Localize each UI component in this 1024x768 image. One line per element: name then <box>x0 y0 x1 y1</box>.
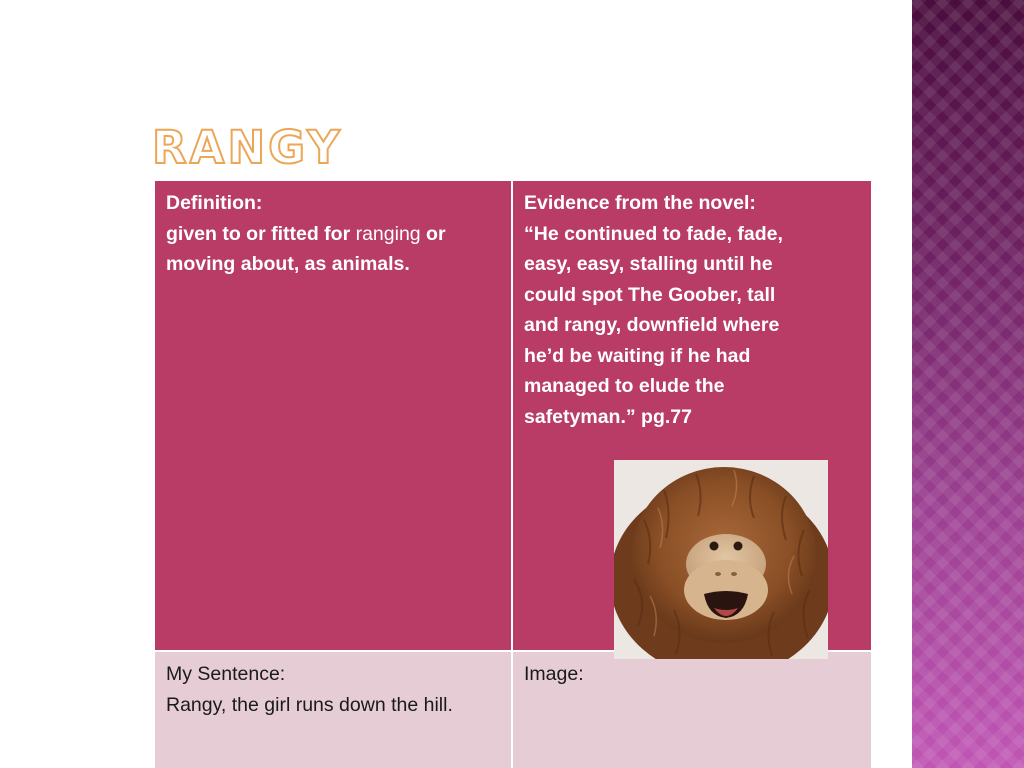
definition-emphasis-word: ranging <box>355 222 421 245</box>
monkey-puppet-photo <box>614 460 828 659</box>
definition-cell <box>154 180 512 651</box>
definition-text-start: given to or fitted for <box>166 222 356 245</box>
evidence-quote-line: safetyman.” pg.77 <box>524 405 692 428</box>
table-row <box>154 651 872 768</box>
decorative-side-band <box>912 0 1024 768</box>
evidence-heading: Evidence from the novel: <box>524 192 756 214</box>
evidence-quote-line: and rangy, downfield where <box>524 314 780 336</box>
definition-heading: Definition: <box>166 192 263 214</box>
evidence-quote-line: “He continued to fade, fade, <box>524 222 783 245</box>
evidence-quote-line: he’d be waiting if he had <box>524 344 751 367</box>
evidence-quote-line: easy, easy, stalling until he <box>524 253 773 275</box>
sentence-text: Rangy, the girl runs down the hill. <box>166 693 453 716</box>
image-cell-heading: Image: <box>524 663 584 685</box>
evidence-quote-line: could spot The Goober, tall <box>524 283 776 306</box>
sentence-cell <box>154 651 512 768</box>
sentence-heading: My Sentence: <box>166 663 286 685</box>
image-cell <box>512 651 872 768</box>
evidence-quote-line: managed to elude the <box>524 375 725 397</box>
definition-text-end: or moving about, as animals. <box>166 222 446 275</box>
slide-title: RANGY <box>152 121 343 174</box>
